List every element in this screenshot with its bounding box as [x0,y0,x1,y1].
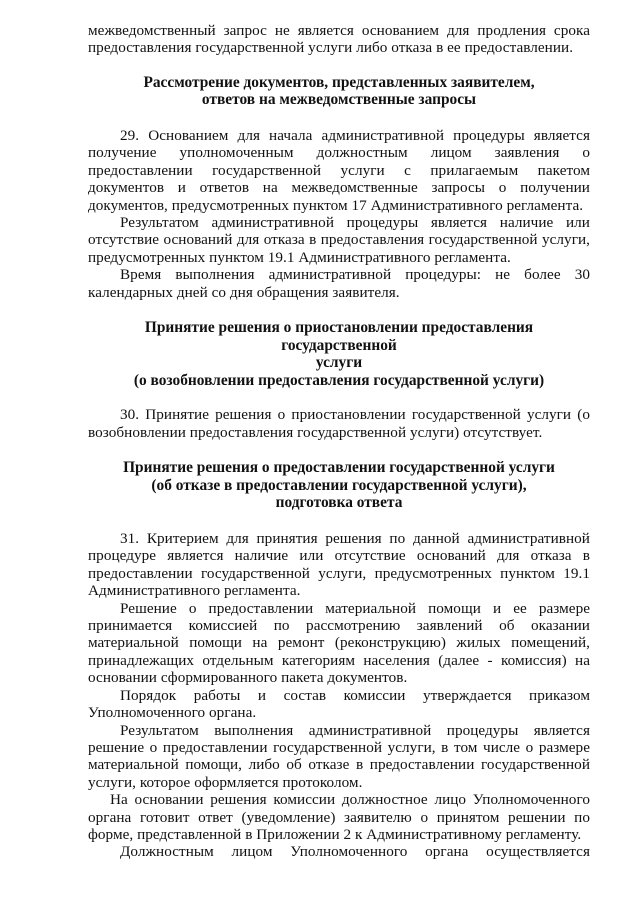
section-heading-document-review [88,74,590,109]
heading-line: (об отказе в предоставлении государственной услуги), [151,476,527,494]
heading-line: ответов на межведомственные запросы [201,91,477,109]
heading-line: Рассмотрение документов, представленных заявителем, [143,73,535,91]
heading-line: Принятие решения о предоставлении государственной услуги [123,459,555,477]
paragraph-31-result: Результатом выполнения административной процедуры является решение о предоставлении государственной услуги, в том числе о размере материальной помощи, либо об отказе в предоставлении государственной услуги, которое оформляется протоколом. [88,721,590,791]
paragraph-31-answer: На основании решения комиссии должностное лицо Уполномоченного органа готовит ответ (уведомление) заявителю о принятом решении по форме, представленной в Приложении 2 к Административному регламенту. [88,791,590,843]
heading-line: услуги [315,354,363,372]
section-heading-decision [88,459,590,512]
paragraph-31-official: Должностным лицом Уполномоченного органа осуществляется [120,843,590,861]
paragraph-31-commission: Решение о предоставлении материальной помощи и ее размере принимается комиссией по рассмотрению заявлений об оказании материальной помощи на ремонт (реконструкцию) жилых помещений, принадлежащих отдельным категориям населения (далее - комиссия) на основании сформированного пакета документов. [88,599,590,687]
paragraph-29-result: Результатом административной процедуры является наличие или отсутствие оснований для отказа в предоставления государственной услуги, предусмотренных пунктом 19.1 Административного регламента. [88,214,590,266]
paragraph-31: 31. Критерием для принятия решения по данной административной процедуре является наличие или отсутствие оснований для отказа в предоставлении государственной услуги, предусмотренных пунктом 19.1 Административного регламента. [88,530,590,600]
paragraph-30: 30. Принятие решения о приостановлении государственной услуги (о возобновлении предоставления государственной услуги) отсутствует. [88,406,590,441]
section-heading-suspension [88,319,590,389]
paragraph-continuation: межведомственный запрос не является основанием для продления срока предоставления государственной услуги либо отказа в ее предоставлении. [88,22,590,57]
paragraph-29-time: Время выполнения административной процедуры: не более 30 календарных дней со дня обращения заявителя. [88,266,590,301]
heading-line: (о возобновлении предоставления государственной услуги) [133,371,545,389]
heading-line: Принятие решения о приостановлении предоставления государственной [144,319,534,354]
heading-line: подготовка ответа [275,494,403,512]
paragraph-29: 29. Основанием для начала административной процедуры является получение уполномоченным должностным лицом заявления о предоставлении государственной услуги с прилагаемым пакетом документов и ответов на межведомственные запросы о получении документов, предусмотренных пунктом 17 Административного регламента. [88,127,590,214]
paragraph-31-order: Порядок работы и состав комиссии утверждается приказом Уполномоченного органа. [88,686,590,722]
